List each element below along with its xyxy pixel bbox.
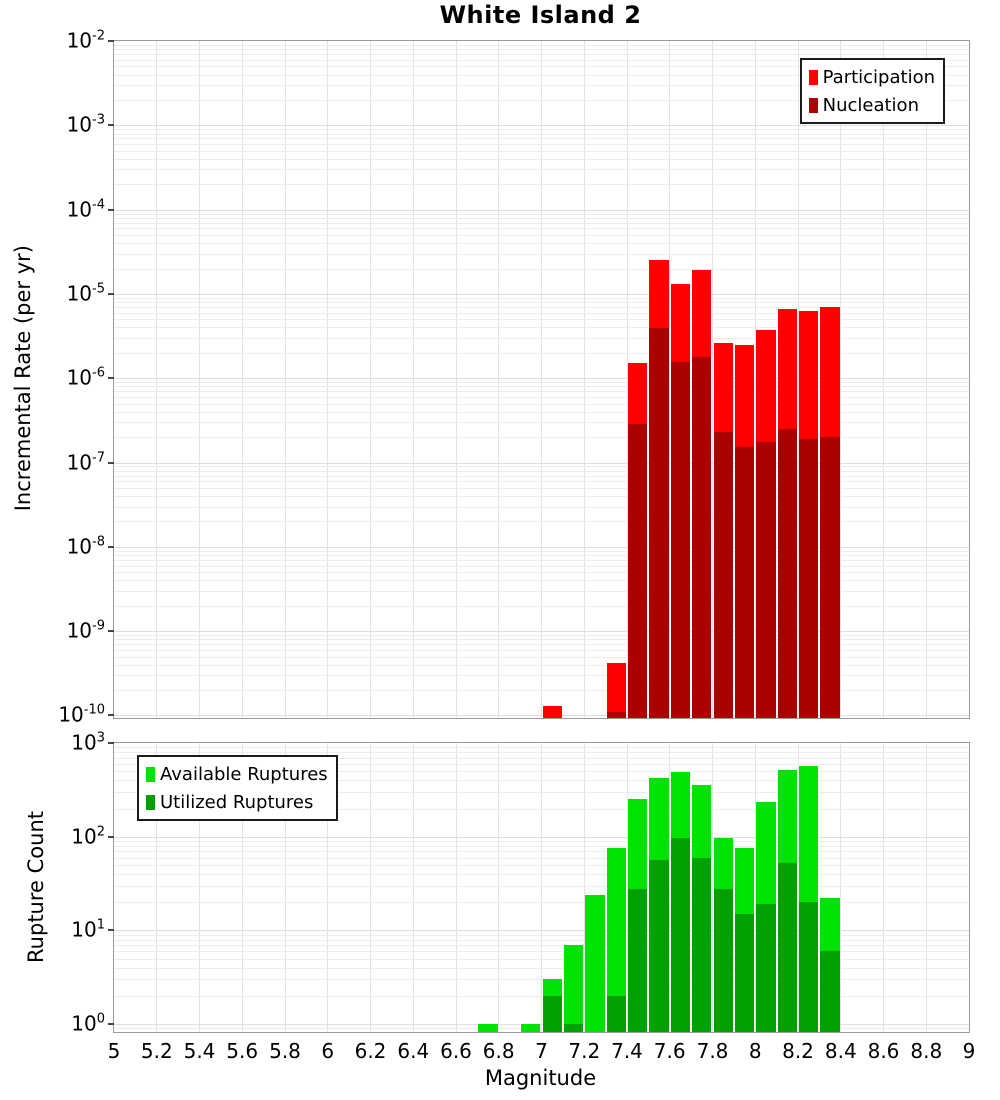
gridline-horizontal	[114, 269, 969, 270]
gridline-horizontal	[114, 606, 969, 607]
gridline-vertical	[327, 41, 328, 718]
utilized-ruptures-bar	[649, 860, 668, 1032]
gridline-horizontal	[114, 644, 969, 645]
gridline-horizontal	[114, 481, 969, 482]
y-tick-exponent: -5	[92, 281, 105, 297]
y-tick-exponent: 1	[96, 917, 105, 933]
gridline-horizontal	[114, 184, 969, 185]
gridline-horizontal	[114, 235, 969, 236]
gridline-horizontal	[114, 968, 969, 969]
y-tick-label: $10^{-10}$	[58, 702, 105, 727]
legend-label: Participation	[822, 66, 935, 88]
gridline-horizontal	[114, 437, 969, 438]
available-ruptures-bar	[564, 945, 583, 1032]
y-tick-exponent: -9	[92, 618, 105, 634]
gridline-vertical	[584, 41, 585, 718]
gridline-horizontal	[114, 865, 969, 866]
y-tick-exponent: -7	[92, 450, 105, 466]
gridline-horizontal	[114, 639, 969, 640]
gridline-horizontal	[114, 851, 969, 852]
gridline-horizontal	[114, 496, 969, 497]
nucleation-bar	[692, 357, 711, 718]
y-tick-label: $10^{-6}$	[66, 365, 105, 390]
utilized-ruptures-bar	[756, 904, 775, 1032]
legend-marker-swatch	[146, 767, 155, 782]
gridline-horizontal	[114, 747, 969, 748]
nucleation-bar	[607, 712, 626, 718]
utilized-ruptures-bar	[714, 889, 733, 1033]
rate-y-axis-label: Incremental Rate (per yr)	[11, 245, 35, 512]
utilized-ruptures-bar	[799, 902, 818, 1032]
gridline-horizontal	[114, 422, 969, 423]
y-tick-mark	[108, 124, 114, 126]
y-tick-exponent: -3	[92, 112, 105, 128]
count-y-axis-label-wrap	[18, 742, 54, 1031]
gridline-vertical	[413, 743, 414, 1032]
utilized-ruptures-bar	[820, 951, 839, 1032]
y-tick-mark	[108, 546, 114, 548]
gridline-horizontal	[114, 151, 969, 152]
gridline-horizontal	[114, 940, 969, 941]
gridline-vertical	[456, 41, 457, 718]
nucleation-bar	[735, 447, 754, 719]
gridline-horizontal	[114, 715, 969, 716]
gridline-horizontal	[114, 378, 969, 379]
gridline-horizontal	[114, 412, 969, 413]
chart-title: White Island 2	[439, 1, 642, 29]
gridline-vertical	[456, 743, 457, 1032]
gridline-horizontal	[114, 134, 969, 135]
rupture-count-chart-legend	[137, 755, 338, 821]
y-tick-mark	[108, 836, 114, 838]
y-tick-exponent: -4	[92, 197, 105, 213]
y-tick-mark	[108, 630, 114, 632]
gridline-horizontal	[114, 555, 969, 556]
x-tick-label: 6	[321, 1039, 335, 1063]
nucleation-bar	[799, 439, 818, 718]
legend-item	[809, 91, 935, 119]
gridline-vertical	[370, 743, 371, 1032]
gridline-vertical	[156, 41, 157, 718]
gridline-horizontal	[114, 466, 969, 467]
available-ruptures-bar	[521, 1024, 540, 1032]
x-tick-label: 7.4	[611, 1039, 643, 1063]
legend-label: Utilized Ruptures	[160, 791, 314, 813]
gridline-vertical	[883, 743, 884, 1032]
gridline-horizontal	[114, 218, 969, 219]
gridline-vertical	[285, 41, 286, 718]
gridline-horizontal	[114, 382, 969, 383]
incremental-rate-plot	[58, 28, 970, 727]
participation-bar	[607, 663, 626, 718]
x-tick-label: 6.8	[482, 1039, 515, 1063]
gridline-horizontal	[114, 223, 969, 224]
gridline-horizontal	[114, 228, 969, 229]
gridline-vertical	[498, 41, 499, 718]
gridline-horizontal	[114, 214, 969, 215]
x-axis-label: Magnitude	[484, 1066, 597, 1090]
gridline-vertical	[199, 41, 200, 718]
y-tick-exponent: 2	[96, 824, 105, 840]
gridline-horizontal	[114, 138, 969, 139]
nucleation-bar	[628, 424, 647, 719]
gridline-horizontal	[114, 572, 969, 573]
x-tick-label: 8.6	[867, 1039, 900, 1063]
gridline-horizontal	[114, 169, 969, 170]
x-tick-label: 5.8	[269, 1039, 301, 1063]
gridline-horizontal	[114, 945, 969, 946]
gridline-vertical	[541, 41, 542, 718]
gridline-vertical	[840, 743, 841, 1032]
nucleation-bar	[778, 429, 797, 718]
x-tick-label: 5	[107, 1039, 121, 1063]
gridline-horizontal	[114, 391, 969, 392]
x-tick-label: 5.6	[226, 1039, 259, 1063]
incremental-rate-plot-area	[114, 41, 969, 718]
gridline-horizontal	[114, 690, 969, 691]
gridline-horizontal	[114, 319, 969, 320]
gridline-horizontal	[114, 675, 969, 676]
x-tick-label: 5.4	[183, 1039, 216, 1063]
available-ruptures-bar	[585, 895, 604, 1032]
available-ruptures-bar	[478, 1024, 497, 1032]
gridline-horizontal	[114, 841, 969, 842]
utilized-ruptures-bar	[735, 914, 754, 1032]
y-tick-exponent: -8	[92, 534, 105, 550]
gridline-horizontal	[114, 935, 969, 936]
utilized-ruptures-bar	[671, 838, 690, 1032]
y-tick-label: $10^{-8}$	[66, 534, 105, 559]
nucleation-bar	[671, 362, 690, 718]
legend-marker-swatch	[146, 795, 155, 810]
gridline-horizontal	[114, 874, 969, 875]
y-tick-mark	[108, 377, 114, 379]
y-tick-label: $10^{-4}$	[66, 197, 105, 222]
x-tick-label: 8.4	[824, 1039, 857, 1063]
x-tick-label: 6.4	[397, 1039, 430, 1063]
y-tick-mark	[108, 1023, 114, 1025]
y-tick-label: $10^1$	[71, 917, 105, 942]
y-tick-label: $10^{-3}$	[66, 112, 105, 137]
gridline-horizontal	[114, 752, 969, 753]
y-tick-mark	[108, 714, 114, 716]
y-tick-exponent: 0	[96, 1011, 105, 1027]
x-tick-label: 7.8	[696, 1039, 729, 1063]
rate-y-axis-label-wrap	[5, 40, 41, 717]
gridline-horizontal	[114, 521, 969, 522]
utilized-ruptures-bar	[543, 996, 562, 1032]
utilized-ruptures-bar	[628, 889, 647, 1033]
x-tick-label: 7	[535, 1039, 548, 1063]
gridline-horizontal	[114, 837, 969, 838]
x-tick-label: 6.2	[354, 1039, 387, 1063]
y-tick-label: $10^3$	[71, 730, 105, 755]
gridline-horizontal	[114, 635, 969, 636]
y-tick-exponent: 3	[96, 730, 105, 746]
legend-label: Available Ruptures	[160, 763, 328, 785]
x-tick-label: 8.2	[782, 1039, 814, 1063]
gridline-horizontal	[114, 591, 969, 592]
utilized-ruptures-bar	[692, 858, 711, 1032]
participation-bar	[543, 706, 562, 718]
legend-label: Nucleation	[822, 94, 919, 116]
gridline-horizontal	[114, 996, 969, 997]
nucleation-bar	[820, 437, 839, 718]
gridline-horizontal	[114, 547, 969, 548]
gridline-horizontal	[114, 631, 969, 632]
x-tick-label: 8	[748, 1039, 762, 1063]
gridline-horizontal	[114, 404, 969, 405]
gridline-horizontal	[114, 566, 969, 567]
gridline-horizontal	[114, 560, 969, 561]
gridline-vertical	[370, 41, 371, 718]
gridline-vertical	[242, 41, 243, 718]
gridline-horizontal	[114, 254, 969, 255]
gridline-vertical	[883, 41, 884, 718]
utilized-ruptures-bar	[607, 996, 626, 1032]
gridline-horizontal	[114, 49, 969, 50]
utilized-ruptures-bar	[564, 1024, 583, 1032]
y-tick-mark	[108, 209, 114, 211]
y-tick-label: $10^0$	[71, 1011, 105, 1036]
nucleation-bar	[649, 328, 668, 718]
legend-item	[146, 788, 328, 816]
gridline-horizontal	[114, 488, 969, 489]
gridline-horizontal	[114, 551, 969, 552]
y-tick-label: $10^{-2}$	[66, 28, 105, 53]
legend-marker-swatch	[809, 98, 818, 113]
nucleation-bar	[714, 432, 733, 718]
gridline-horizontal	[114, 327, 969, 328]
y-tick-mark	[108, 929, 114, 931]
x-tick-label: 9	[962, 1039, 976, 1063]
gridline-horizontal	[114, 979, 969, 980]
y-tick-label: $10^{-9}$	[66, 618, 105, 643]
y-tick-mark	[108, 462, 114, 464]
gridline-horizontal	[114, 307, 969, 308]
y-tick-mark	[108, 742, 114, 744]
gridline-horizontal	[114, 665, 969, 666]
gridline-horizontal	[114, 951, 969, 952]
gridline-horizontal	[114, 959, 969, 960]
gridline-horizontal	[114, 54, 969, 55]
y-tick-label: $10^{-5}$	[66, 281, 105, 306]
gridline-horizontal	[114, 580, 969, 581]
gridline-horizontal	[114, 313, 969, 314]
gridline-horizontal	[114, 1028, 969, 1029]
y-tick-mark	[108, 293, 114, 295]
gridline-horizontal	[114, 45, 969, 46]
gridline-horizontal	[114, 846, 969, 847]
gridline-horizontal	[114, 294, 969, 295]
x-tick-label: 7.2	[568, 1039, 601, 1063]
x-tick-label: 5.2	[140, 1039, 173, 1063]
utilized-ruptures-bar	[778, 863, 797, 1033]
gridline-horizontal	[114, 125, 969, 126]
gridline-horizontal	[114, 144, 969, 145]
gridline-horizontal	[114, 507, 969, 508]
gridline-vertical	[926, 41, 927, 718]
gridline-horizontal	[114, 353, 969, 354]
incremental-rate-chart-legend	[800, 58, 945, 124]
gridline-horizontal	[114, 159, 969, 160]
y-tick-mark	[108, 40, 114, 42]
legend-item	[809, 63, 935, 91]
count-y-axis-label: Rupture Count	[24, 810, 48, 963]
gridline-horizontal	[114, 1024, 969, 1025]
gridline-horizontal	[114, 397, 969, 398]
gridline-horizontal	[114, 463, 969, 464]
gridline-horizontal	[114, 902, 969, 903]
y-tick-label: $10^2$	[71, 824, 105, 849]
gridline-horizontal	[114, 471, 969, 472]
gridline-horizontal	[114, 476, 969, 477]
gridline-horizontal	[114, 302, 969, 303]
y-tick-label: $10^{-7}$	[66, 450, 105, 475]
gridline-vertical	[840, 41, 841, 718]
gridline-vertical	[498, 743, 499, 1032]
x-tick-label: 7.6	[653, 1039, 686, 1063]
gridline-horizontal	[114, 243, 969, 244]
x-tick-label: 8.8	[910, 1039, 943, 1063]
gridline-horizontal	[114, 930, 969, 931]
gridline-horizontal	[114, 338, 969, 339]
x-tick-label: 6.6	[440, 1039, 472, 1063]
y-tick-exponent: -10	[83, 702, 105, 718]
gridline-horizontal	[114, 129, 969, 130]
gridline-horizontal	[114, 386, 969, 387]
gridline-horizontal	[114, 858, 969, 859]
gridline-horizontal	[114, 210, 969, 211]
nucleation-bar	[756, 442, 775, 718]
gridline-horizontal	[114, 657, 969, 658]
legend-marker-swatch	[809, 70, 818, 85]
gridline-horizontal	[114, 298, 969, 299]
gridline-horizontal	[114, 650, 969, 651]
y-tick-exponent: -2	[92, 28, 105, 44]
legend-item	[146, 760, 328, 788]
gridline-horizontal	[114, 886, 969, 887]
y-tick-exponent: -6	[92, 365, 105, 381]
rupture-count-plot	[71, 730, 976, 1063]
gridline-vertical	[413, 41, 414, 718]
gridline-vertical	[926, 743, 927, 1032]
